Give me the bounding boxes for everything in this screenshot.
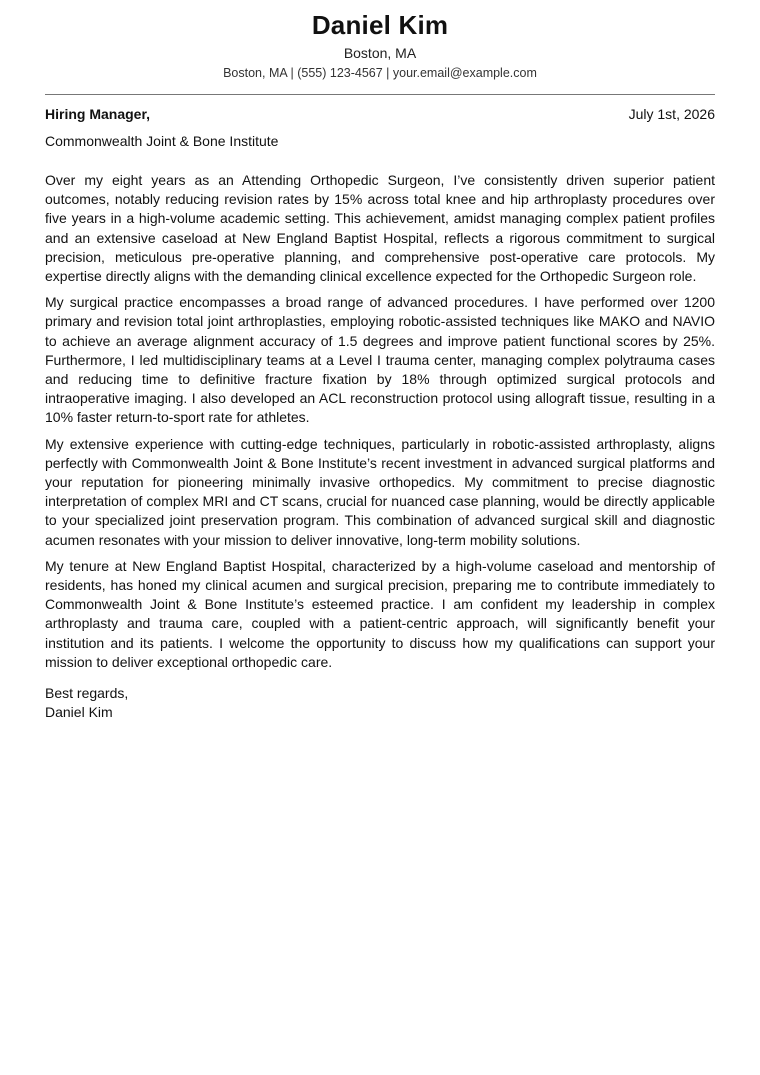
body-paragraph-1: Over my eight years as an Attending Orthopedic Surgeon, I’ve consistently driven superior patient outcomes, notably reducing revision rates by 15% across total knee and hip arthroplasty procedures over five years in a high-volume academic setting. This achievement, amidst managing complex patient profiles and an extensive caseload at New England Baptist Hospital, reflects a rigorous commitment to surgical precision, meticulous pre-operative planning, and comprehensive post-operative care protocols. My expertise directly aligns with the demanding clinical excellence expected for the Orthopedic Surgeon role.: [45, 172, 715, 285]
closing-phrase: Best regards,: [45, 685, 129, 702]
letter-date: July 1st, 2026: [628, 106, 715, 122]
recipient-salutation: Hiring Manager,: [45, 106, 151, 122]
letter-body: [45, 171, 715, 672]
signature-name: Daniel Kim: [45, 704, 113, 721]
applicant-contact-line: Boston, MA | (555) 123-4567 | your.email@example.com: [223, 66, 537, 80]
recipient-company: Commonwealth Joint & Bone Institute: [45, 133, 279, 149]
cover-letter-page: [45, 0, 715, 722]
letter-closing: [45, 684, 715, 722]
body-paragraph-3: My extensive experience with cutting-edge techniques, particularly in robotic-assisted arthroplasty, aligns perfectly with Commonwealth Joint & Bone Institute’s recent investment in advanced surgical platforms and your reputation for pioneering minimally invasive orthopedics. My commitment to precise diagnostic interpretation of complex MRI and CT scans, crucial for nuanced case planning, would be directly applicable to your specialized joint preservation program. This combination of advanced surgical skill and diagnostic acumen resonates with your mission to deliver innovative, long-term mobility solutions.: [45, 435, 715, 548]
letter-header: [45, 9, 715, 81]
recipient-date-row: [45, 105, 715, 123]
applicant-name: Daniel Kim: [311, 10, 449, 40]
applicant-location: Boston, MA: [343, 45, 417, 61]
body-paragraph-2: My surgical practice encompasses a broad range of advanced procedures. I have performed over 1200 primary and revision total joint arthroplasties, employing robotic-assisted techniques like MAKO and NAVIO to achieve an average alignment accuracy of 1.5 degrees and improve patient functional scores by 25%. Furthermore, I led multidisciplinary teams at a Level I trauma center, managing complex polytrauma cases and reducing time to definitive fracture fixation by 18% through optimized surgical protocols and intraoperative imaging. I also developed an ACL reconstruction protocol using allograft tissue, resulting in a 10% faster return-to-sport rate for athletes.: [45, 294, 715, 426]
header-divider: [45, 94, 715, 95]
body-paragraph-4: My tenure at New England Baptist Hospital, characterized by a high-volume caseload and mentorship of residents, has honed my clinical acumen and surgical precision, preparing me to contribute immediately to Commonwealth Joint & Bone Institute’s esteemed practice. I am confident my leadership in complex arthroplasty and trauma care, coupled with a patient-centric approach, will significantly benefit your institution and its patients. I welcome the opportunity to discuss how my qualifications can support your mission to deliver exceptional orthopedic care.: [45, 557, 715, 670]
